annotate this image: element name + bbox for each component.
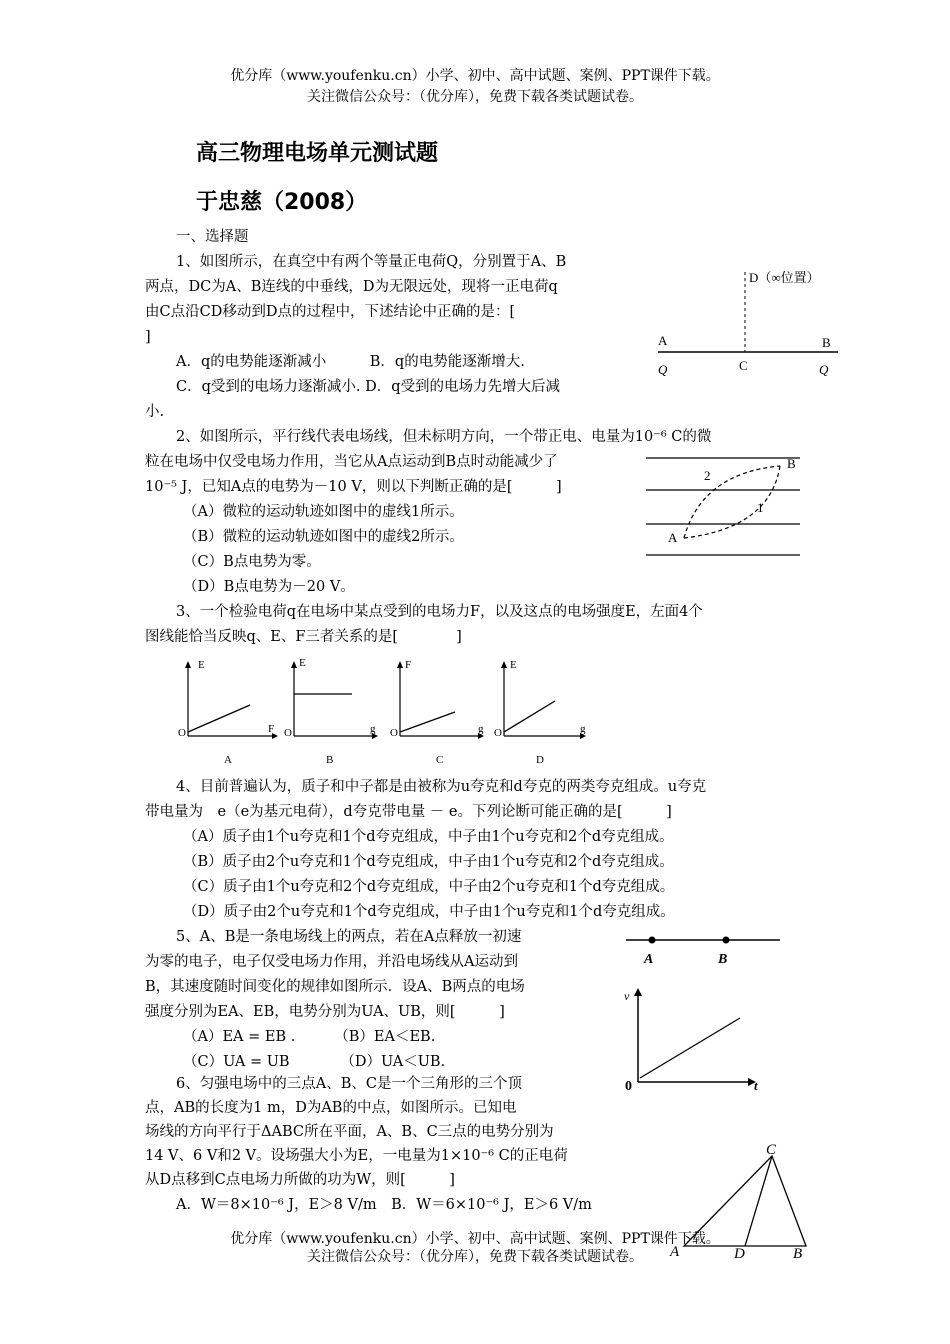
trajectory-2 xyxy=(684,466,780,538)
q5-line: 强度分别为EA、EB，电势分别为UA、UB，则[ ] xyxy=(145,1004,505,1020)
q2-figure xyxy=(640,448,805,563)
svg-text:E: E xyxy=(299,657,306,669)
svg-text:O: O xyxy=(284,727,292,739)
q2-option-c: （C）B点电势为零。 xyxy=(183,554,321,570)
svg-text:t: t xyxy=(754,1078,758,1093)
label-b: B xyxy=(787,456,796,471)
svg-text:F: F xyxy=(405,659,412,671)
q5-options-ab: （A）EA = EB ． （B）EA＜EB. xyxy=(183,1029,436,1045)
q6-line: 从D点移到C点电场力所做的功为W，则[ ] xyxy=(145,1172,455,1188)
svg-text:O: O xyxy=(494,727,502,739)
label-q-left: Q xyxy=(658,362,668,377)
point-a xyxy=(649,937,656,944)
svg-text:O: O xyxy=(390,727,398,739)
q6-line: 点，AB的长度为1 m，D为AB的中点，如图所示。已知电 xyxy=(145,1100,517,1116)
q1-options-cd-cont: 小. xyxy=(145,404,165,420)
point-b xyxy=(723,937,730,944)
footer-line-2: 关注微信公众号：（优分库），免费下载各类试题试卷。 xyxy=(307,1249,643,1265)
label-d: D xyxy=(734,1246,745,1262)
q2-option-a: （A）微粒的运动轨迹如图中的虚线1所示。 xyxy=(183,504,464,520)
q1-line: 两点，DC为A、B连线的中垂线，D为无限远处，现将一正电荷q xyxy=(145,279,558,295)
q2-line: 10⁻⁵ J，已知A点的电势为－10 V，则以下判断正确的是[ ] xyxy=(145,479,562,495)
q2-option-b: （B）微粒的运动轨迹如图中的虚线2所示。 xyxy=(183,529,464,545)
q4-line: 4、目前普遍认为，质子和中子都是由被称为u夸克和d夸克的两类夸克组成。u夸克 xyxy=(176,779,707,795)
label-a: A xyxy=(668,530,678,545)
q3-line: 3、一个检验电荷q在电场中某点受到的电场力F，以及这点的电场强度E，左面4个 xyxy=(176,604,703,620)
q1-options-ab: A．q的电势能逐渐减小 B．q的电势能逐渐增大. xyxy=(176,354,525,370)
header-line-1: 优分库（www.youfenku.cn）小学、初中、高中试题、案例、PPT课件下载。 xyxy=(230,68,720,84)
svg-text:F: F xyxy=(268,723,275,735)
svg-text:B: B xyxy=(326,754,334,766)
q6-line: 场线的方向平行于ΔABC所在平面，A、B、C三点的电势分别为 xyxy=(145,1124,554,1140)
author: 于忠慈（2008） xyxy=(196,190,368,215)
q1-line: 1、如图所示，在真空中有两个等量正电荷Q，分别置于A、B xyxy=(176,254,567,270)
q3-graphs xyxy=(172,648,592,768)
label-q-right: Q xyxy=(819,362,829,377)
section-heading: 一、选择题 xyxy=(176,229,249,245)
svg-text:0: 0 xyxy=(625,1079,632,1094)
label-a: A xyxy=(644,952,654,967)
q1-options-cd: C．q受到的电场力逐渐减小. D．q受到的电场力先增大后减 xyxy=(176,379,561,395)
q6-line: 6、匀强电场中的三点A、B、C是一个三角形的三个顶 xyxy=(176,1076,522,1092)
graph-a-line xyxy=(188,705,250,732)
svg-text:g: g xyxy=(370,723,376,735)
svg-text:D: D xyxy=(536,754,544,766)
q5-options-cd: （C）UA = UB （D）UA＜UB． xyxy=(183,1054,456,1070)
svg-text:g: g xyxy=(580,723,586,735)
label-2: 2 xyxy=(704,468,711,483)
q4-option-c: （C）质子由1个u夸克和2个d夸克组成，中子由2个u夸克和1个d夸克组成。 xyxy=(183,879,675,895)
q4-option-b: （B）质子由2个u夸克和1个d夸克组成，中子由1个u夸克和2个d夸克组成。 xyxy=(183,854,674,870)
q1-figure xyxy=(648,262,848,380)
graph-c-line xyxy=(400,712,455,732)
svg-text:g: g xyxy=(478,723,484,735)
footer-line-1: 优分库（www.youfenku.cn）小学、初中、高中试题、案例、PPT课件下载。 xyxy=(230,1231,720,1247)
svg-text:C: C xyxy=(436,754,444,766)
label-c: C xyxy=(739,358,748,373)
svg-text:A: A xyxy=(224,754,232,766)
q5-line: 为零的电子，电子仅受电场力作用，并沿电场线从A运动到 xyxy=(145,954,518,970)
header-line-2: 关注微信公众号：（优分库），免费下载各类试题试卷。 xyxy=(307,89,643,105)
q5-line: 5、A、B是一条电场线上的两点，若在A点释放一初速 xyxy=(176,929,522,945)
q1-line: 由C点沿CD移动到D点的过程中，下述结论中正确的是：[ xyxy=(145,304,516,320)
q4-option-a: （A）质子由1个u夸克和1个d夸克组成，中子由1个u夸克和2个d夸克组成。 xyxy=(183,829,674,845)
svg-text:E: E xyxy=(198,659,205,671)
label-d: D（∞位置） xyxy=(749,270,820,285)
q1-line: ] xyxy=(145,329,151,345)
label-b: B xyxy=(718,952,728,967)
label-b: B xyxy=(822,335,831,350)
q5-figure xyxy=(620,928,790,1096)
q2-line: 粒在电场中仅受电场力作用，当它从A点运动到B点时动能减少了 xyxy=(145,454,558,470)
graph-d xyxy=(494,659,586,766)
svg-text:v: v xyxy=(624,989,630,1003)
label-b: B xyxy=(793,1246,803,1262)
v-t-line xyxy=(640,1018,740,1078)
graph-d-line xyxy=(504,701,555,732)
q2-line: 2、如图所示，平行线代表电场线，但未标明方向，一个带正电、电量为10⁻⁶ C的微 xyxy=(176,429,712,445)
label-c: C xyxy=(766,1142,777,1158)
graph-c xyxy=(390,659,484,766)
q6-options-ab: A．W＝8×10⁻⁶ J，E＞8 V/m B．W＝6×10⁻⁶ J，E＞6 V/m xyxy=(176,1197,592,1213)
svg-text:E: E xyxy=(510,659,517,671)
q2-option-d: （D）B点电势为－20 V。 xyxy=(183,579,355,595)
graph-a xyxy=(178,659,278,766)
q4-line: 带电量为 e（e为基元电荷），d夸克带电量 － e。下列论断可能正确的是[ ] xyxy=(145,804,672,820)
graph-b xyxy=(284,657,378,766)
page-title: 高三物理电场单元测试题 xyxy=(196,141,439,166)
label-1: 1 xyxy=(757,500,764,515)
q3-line: 图线能恰当反映q、E、F三者关系的是[ ] xyxy=(145,629,462,645)
q5-line: B，其速度随时间变化的规律如图所示．设A、B两点的电场 xyxy=(145,979,525,995)
svg-text:O: O xyxy=(178,727,186,739)
label-a: A xyxy=(658,333,668,348)
label-a: A xyxy=(670,1244,680,1260)
q4-option-d: （D）质子由2个u夸克和1个d夸克组成，中子由1个u夸克和1个d夸克组成。 xyxy=(183,904,675,920)
trajectory-1 xyxy=(684,466,780,538)
q6-line: 14 V、6 V和2 V。设场强大小为E，一电量为1×10⁻⁶ C的正电荷 xyxy=(145,1148,568,1164)
